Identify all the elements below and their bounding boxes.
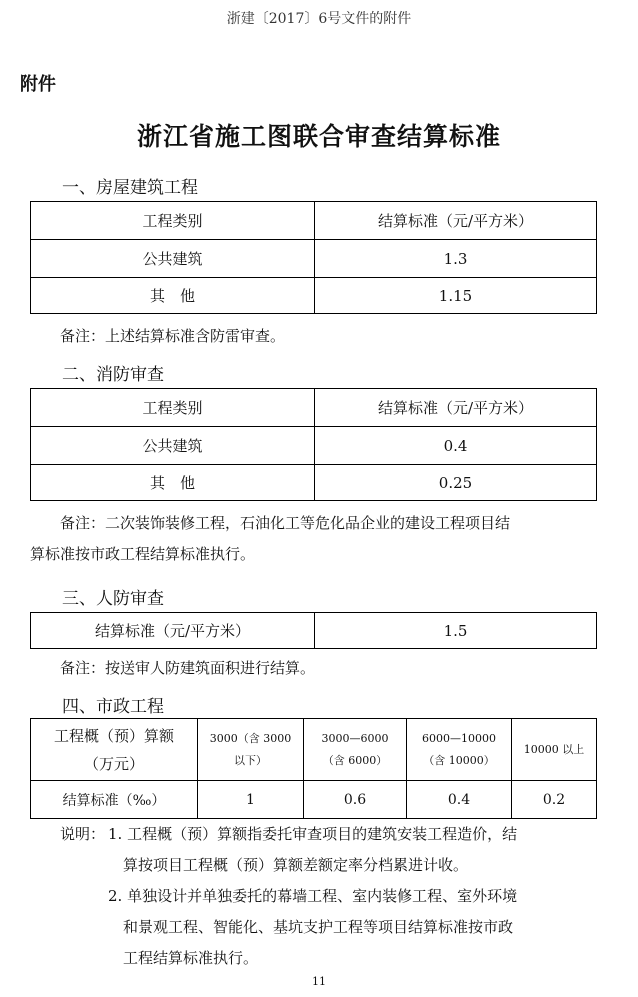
explanation-item1-line2: 算按项目工程概（预）算额差额定率分档累进计收。 — [123, 856, 469, 874]
building-table — [30, 201, 597, 314]
table-header-cell — [512, 719, 597, 781]
explanation-item2-line3: 工程结算标准执行。 — [123, 949, 259, 967]
rate-cell: 0.6 — [304, 781, 407, 819]
table-cell: 1.3 — [315, 240, 597, 278]
attachment-label: 附件 — [20, 74, 56, 95]
table-cell: 其 他 — [31, 278, 315, 314]
table-cell: 0.4 — [315, 427, 597, 465]
table-row — [31, 427, 597, 465]
table-row — [31, 240, 597, 278]
rate-cell: 0.4 — [407, 781, 512, 819]
header-label-line2: （万元） — [83, 754, 144, 773]
page-title: 浙江省施工图联合审查结算标准 — [136, 122, 501, 151]
col-range-line2: （含 6000） — [322, 753, 388, 767]
table-cell: 1.15 — [315, 278, 597, 314]
explanation-item2-line2: 和景观工程、智能化、基坑支护工程等项目结算标准按市政 — [123, 918, 514, 936]
col-range-line1: 3000—6000 — [321, 731, 389, 745]
rate-cell: 0.2 — [512, 781, 597, 819]
table-row — [31, 781, 597, 819]
table-header-cell: 结算标准（元/平方米） — [315, 389, 597, 427]
explanation-item1-line1: 1. 工程概（预）算额指委托审查项目的建筑安装工程造价，结 — [108, 825, 518, 843]
col-range-line1: 3000（含 3000 — [209, 731, 292, 745]
table-row — [31, 613, 597, 649]
page-number: 11 — [312, 975, 326, 988]
table-header-cell — [304, 719, 407, 781]
table-row — [31, 278, 597, 314]
section-note-line2: 算标准按市政工程结算标准执行。 — [30, 545, 256, 563]
table-header-cell: 结算标准（元/平方米） — [315, 202, 597, 240]
table-header-row — [31, 719, 597, 781]
table-header-cell — [31, 719, 198, 781]
section-note: 备注：按送审人防建筑面积进行结算。 — [60, 659, 316, 677]
section-heading-fire: 二、消防审查 — [62, 365, 164, 385]
civil-defense-table — [30, 612, 597, 649]
col-range-line2: （含 10000） — [423, 753, 495, 767]
explanation-item2-line1: 2. 单独设计并单独委托的幕墙工程、室内装修工程、室外环境 — [108, 887, 518, 905]
section-heading-civil-defense: 三、人防审查 — [62, 589, 164, 609]
table-cell: 其 他 — [31, 465, 315, 501]
municipal-table — [30, 718, 597, 819]
table-header-cell: 工程类别 — [31, 202, 315, 240]
table-row — [31, 465, 597, 501]
table-cell: 公共建筑 — [31, 427, 315, 465]
table-header-row — [31, 202, 597, 240]
header-label-line1: 工程概（预）算额 — [53, 726, 174, 745]
table-cell: 1.5 — [315, 613, 597, 649]
section-heading-building: 一、房屋建筑工程 — [62, 178, 198, 198]
fire-table — [30, 388, 597, 501]
table-header-cell: 工程类别 — [31, 389, 315, 427]
col-range-line2: 以下） — [234, 753, 267, 767]
table-header-row — [31, 389, 597, 427]
section-note-line1: 备注：二次装饰装修工程，石油化工等危化品企业的建设工程项目结 — [60, 514, 511, 532]
table-header-cell — [198, 719, 304, 781]
section-heading-municipal: 四、市政工程 — [62, 697, 164, 717]
table-header-cell — [407, 719, 512, 781]
rate-cell: 1 — [198, 781, 304, 819]
section-note: 备注：上述结算标准含防雷审查。 — [60, 327, 286, 345]
table-cell: 结算标准（元/平方米） — [31, 613, 315, 649]
table-cell: 公共建筑 — [31, 240, 315, 278]
document-header: 浙建〔2017〕6号文件的附件 — [226, 11, 412, 27]
explanation-label: 说明： — [60, 825, 106, 843]
col-range-line1: 6000—10000 — [422, 731, 496, 745]
table-cell: 0.25 — [315, 465, 597, 501]
col-range-line1: 10000 以上 — [523, 742, 585, 756]
rate-label-cell: 结算标准（‰） — [31, 781, 198, 819]
